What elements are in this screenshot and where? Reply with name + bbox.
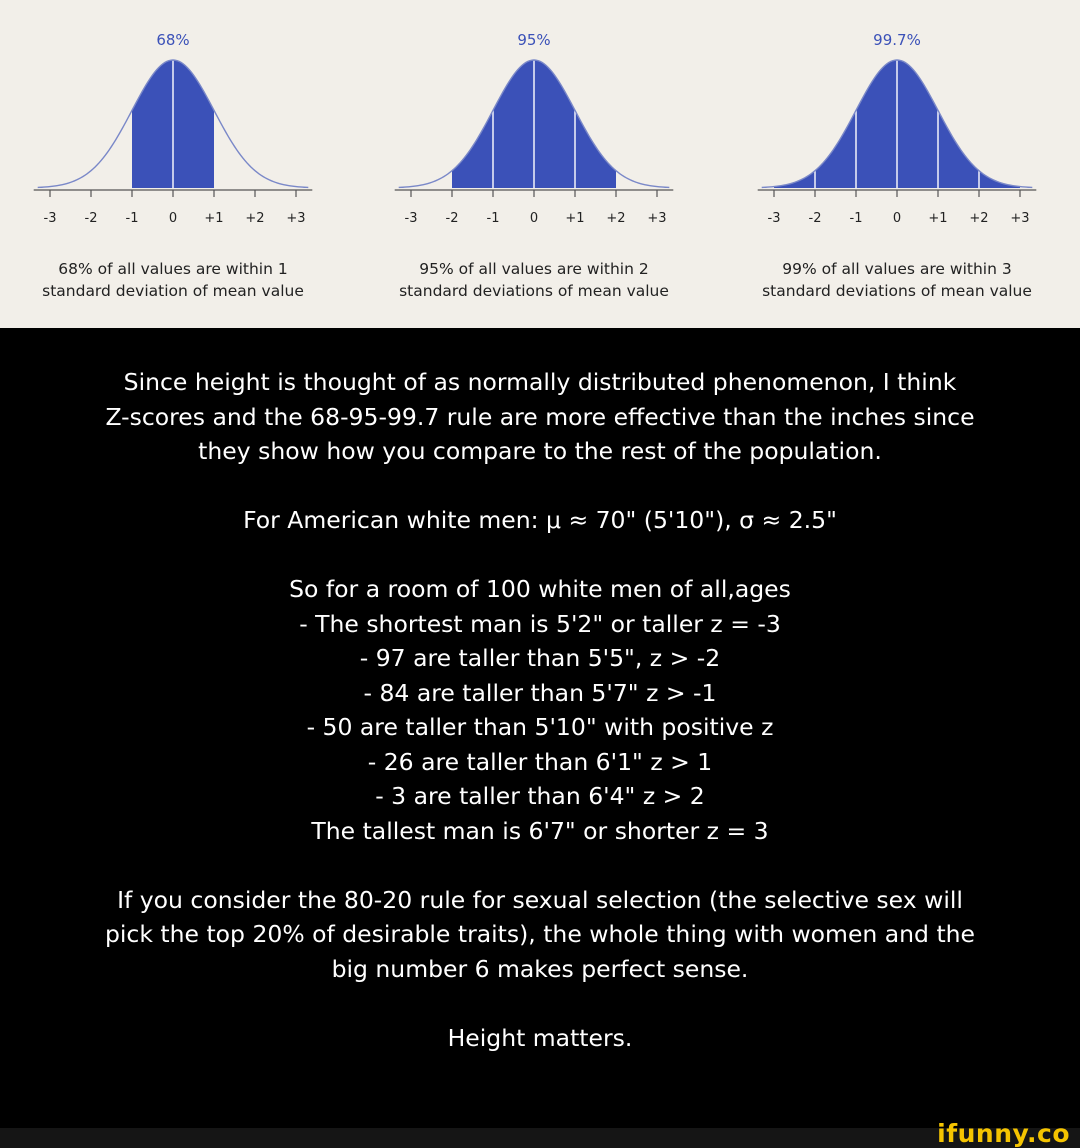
x-tick-label: +2 [969, 211, 989, 226]
normal-distribution-chart-2sd [354, 0, 714, 328]
charts-panel [0, 0, 1080, 328]
chart-caption [717, 258, 1077, 302]
chart-title: 95% [517, 31, 551, 49]
x-tick-label: -3 [43, 211, 57, 226]
normal-distribution-chart-1sd [0, 0, 353, 328]
caption-line: standard deviations of mean value [762, 282, 1032, 300]
x-tick-label: -3 [767, 211, 781, 226]
paragraph-line: Z-scores and the 68-95-99.7 rule are more effective than the inches since [105, 402, 975, 431]
chart-caption [354, 258, 714, 302]
x-tick-label: -2 [445, 211, 459, 226]
params-line: For American white men: μ ≈ 70" (5'10"), σ ≈ 2.5" [243, 506, 837, 534]
chart-svg [354, 0, 714, 240]
paragraph-line: Since height is thought of as normally distributed phenomenon, I think [123, 368, 957, 396]
paragraph-line: they show how you compare to the rest of the population. [198, 437, 882, 465]
list-item: - 50 are taller than 5'10" with positive z [306, 713, 774, 741]
chart-caption [0, 258, 353, 302]
closing-line: Height matters. [447, 1023, 633, 1052]
x-tick-label: -3 [404, 211, 418, 226]
list-item: - 84 are taller than 5'7" z > -1 [363, 678, 717, 707]
list-item: - The shortest man is 5'2" or taller z = -3 [299, 609, 781, 638]
chart-title: 68% [156, 31, 190, 49]
caption-line: 68% of all values are within 1 [58, 260, 288, 278]
chart-svg [0, 0, 353, 240]
caption-line: 99% of all values are within 3 [782, 260, 1012, 278]
x-tick-label: +3 [647, 211, 667, 226]
paragraph-line: If you consider the 80-20 rule for sexual selection (the selective sex will [117, 885, 963, 914]
x-tick-label: -1 [125, 211, 139, 226]
list-item: The tallest man is 6'7" or shorter z = 3 [311, 816, 769, 845]
watermark-bar [0, 1128, 1080, 1148]
x-tick-label: -1 [849, 211, 863, 226]
list-item: - 26 are taller than 6'1" z > 1 [367, 747, 713, 776]
x-tick-label: +2 [245, 211, 265, 226]
chart-svg [717, 0, 1077, 240]
post-text [0, 365, 1080, 1055]
normal-distribution-chart-3sd [717, 0, 1077, 328]
chart-title: 99.7% [873, 31, 921, 49]
x-tick-label: +3 [1010, 211, 1030, 226]
x-tick-label: +2 [606, 211, 626, 226]
caption-line: standard deviations of mean value [399, 282, 669, 300]
list-item: - 97 are taller than 5'5", z > -2 [359, 644, 721, 672]
paragraph-line: pick the top 20% of desirable traits), the whole thing with women and the [104, 920, 976, 948]
x-tick-label: -2 [84, 211, 98, 226]
watermark-label: ifunny.co [937, 1119, 1070, 1148]
caption-line: 95% of all values are within 2 [419, 260, 649, 278]
x-tick-label: +1 [928, 211, 948, 226]
list-item: So for a room of 100 white men of all,ages [289, 575, 791, 603]
x-tick-label: 0 [529, 211, 539, 226]
x-tick-label: 0 [892, 211, 902, 226]
x-tick-label: 0 [168, 211, 178, 226]
paragraph-line: big number 6 makes perfect sense. [331, 954, 749, 983]
x-tick-label: -1 [486, 211, 500, 226]
caption-line: standard deviation of mean value [42, 282, 304, 300]
x-tick-label: +3 [286, 211, 306, 226]
x-tick-label: +1 [204, 211, 224, 226]
list-item: - 3 are taller than 6'4" z > 2 [375, 782, 705, 810]
x-tick-label: -2 [808, 211, 822, 226]
x-tick-label: +1 [565, 211, 585, 226]
ifunny-watermark[interactable] [937, 1119, 1070, 1148]
